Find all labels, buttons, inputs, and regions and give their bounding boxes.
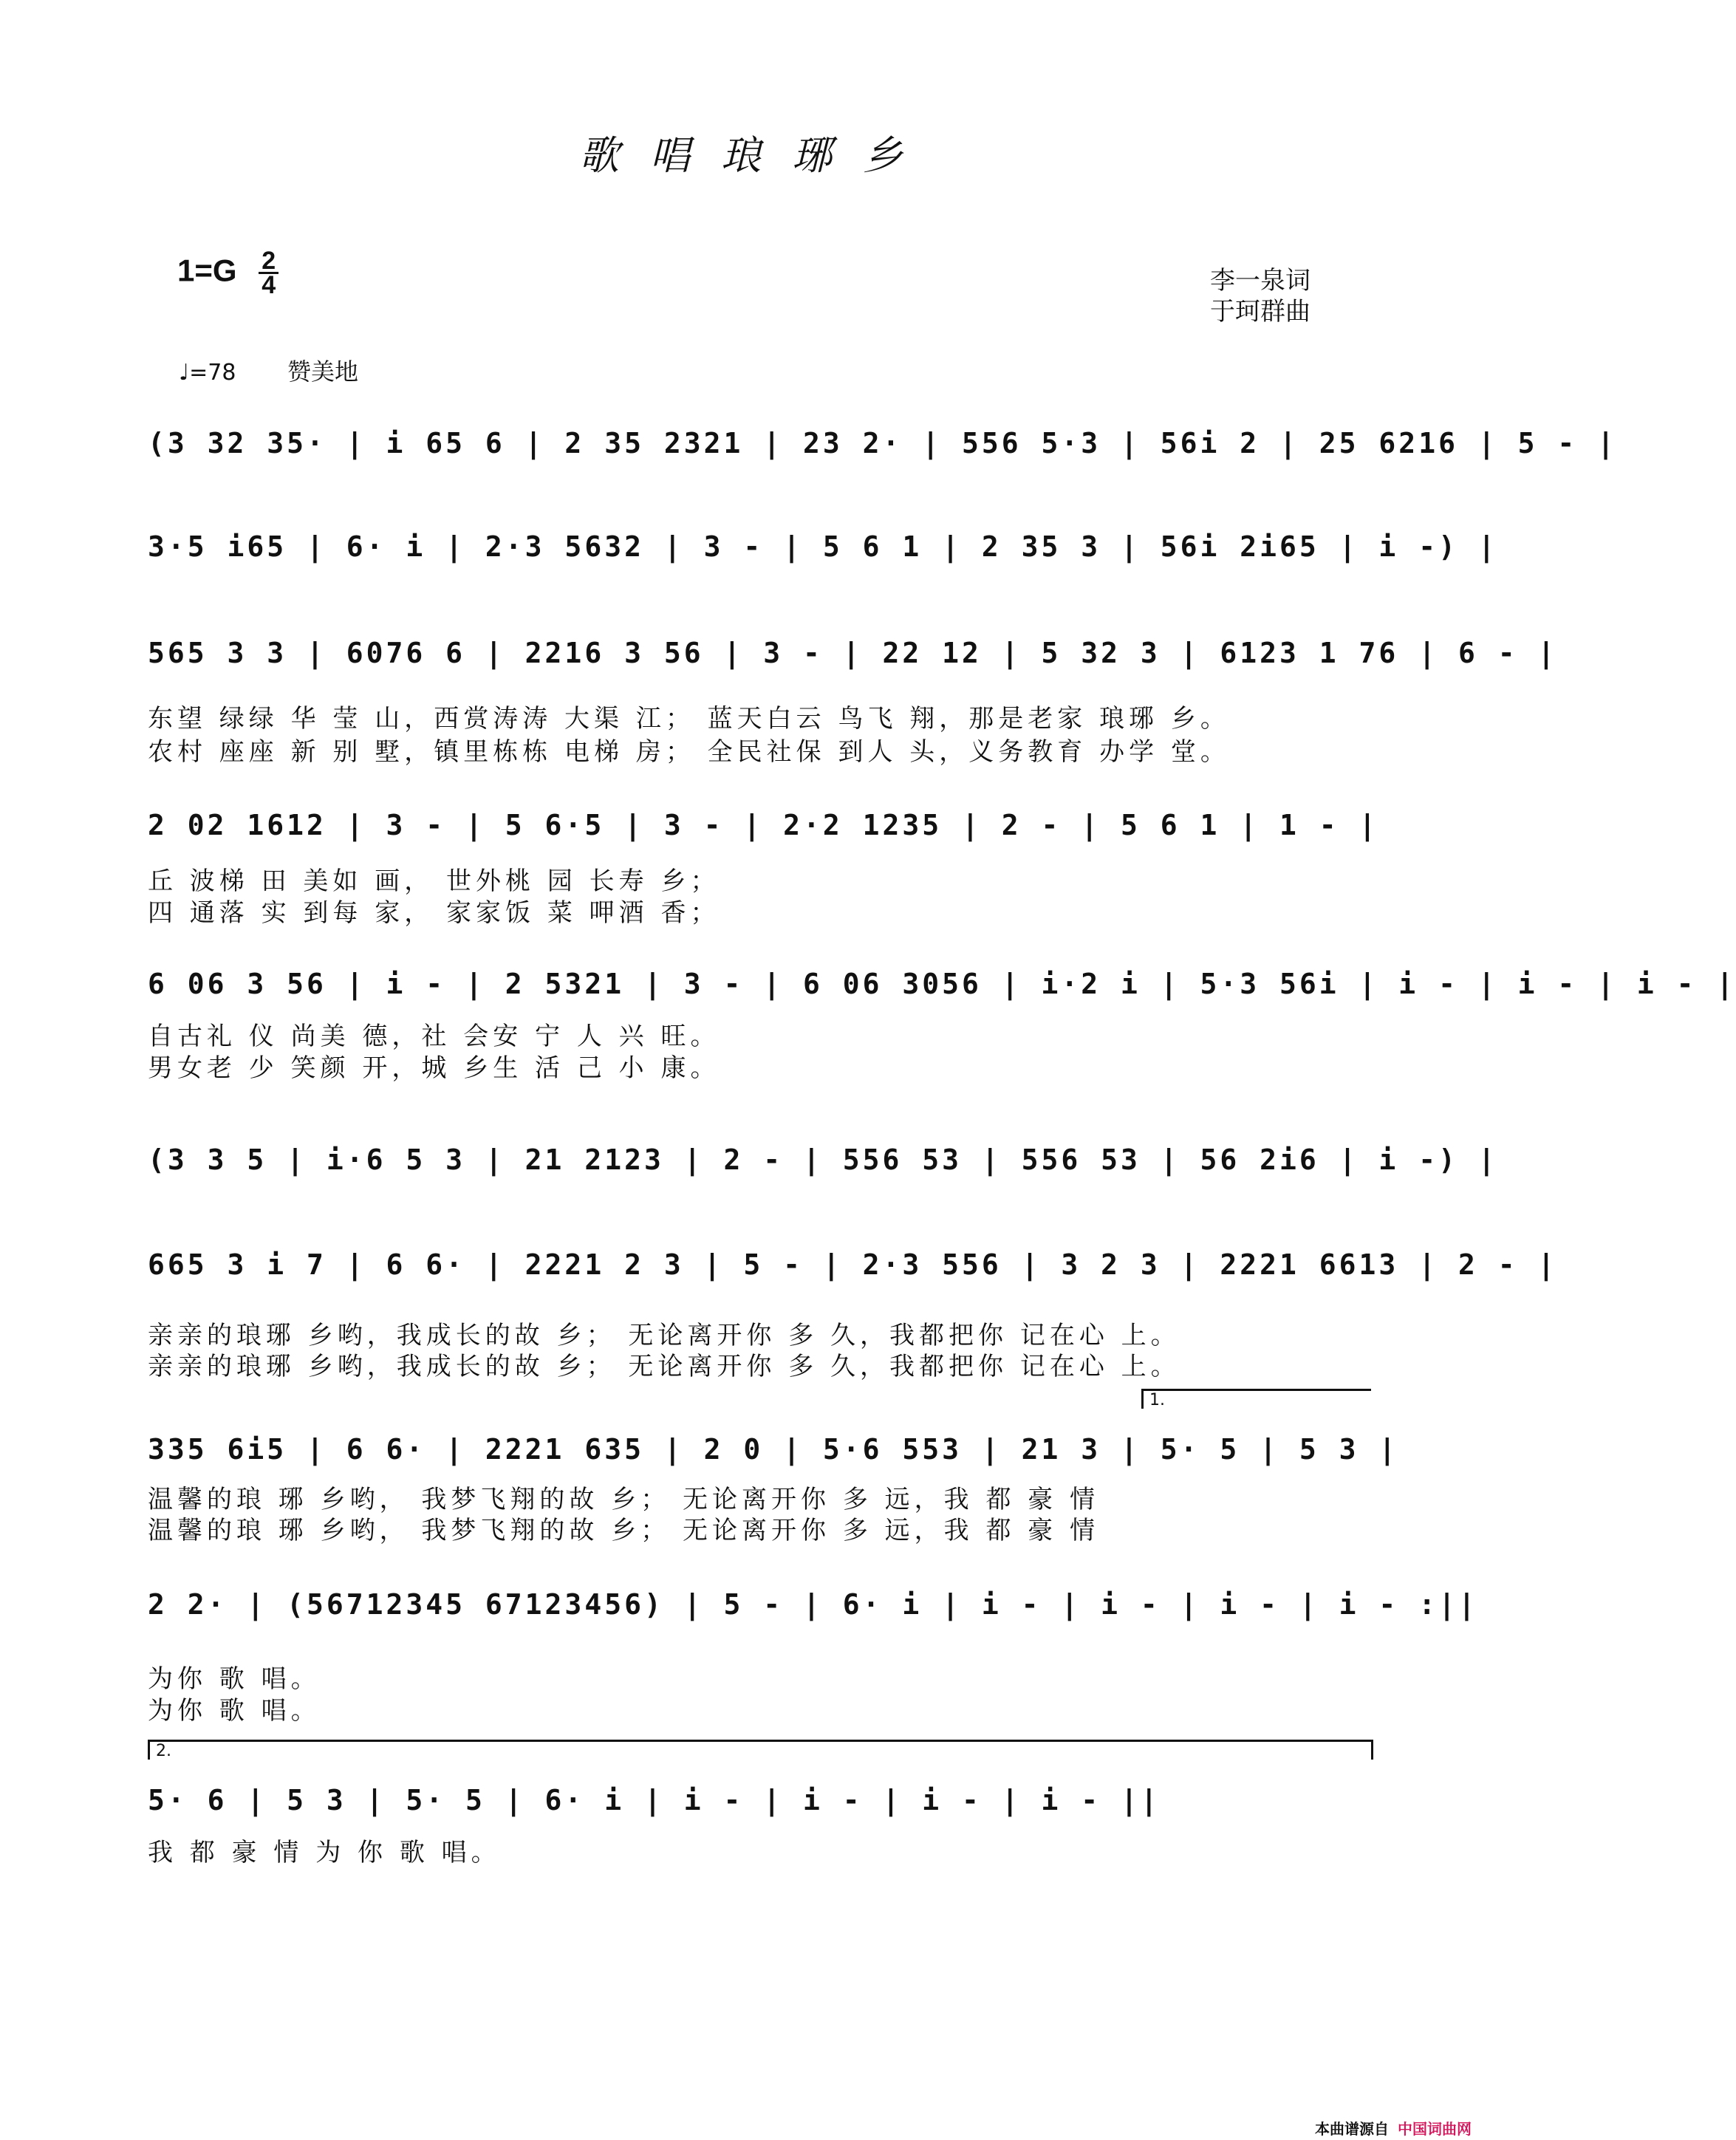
time-signature-bottom: 4 xyxy=(262,271,276,299)
lyric-line: 男女老 少 笑颜 开，城 乡生 活 己 小 康。 xyxy=(148,1053,720,1083)
notation-line-2: 3·5 i65 | 6· i | 2·3 5632 | 3 - | 5 6 1 | 2 35 3 | 56i 2i65 | i -) | xyxy=(148,530,1498,563)
lyric-line: 为你 歌 唱。 xyxy=(148,1664,321,1694)
lyric-line: 温馨的琅 琊 乡哟， 我梦飞翔的故 乡； 无论离开你 多 远，我 都 豪 情 xyxy=(148,1516,1100,1545)
key-label: 1=G xyxy=(177,253,237,288)
tempo-marking xyxy=(179,353,358,387)
lyric-line: 四 通落 实 到每 家， 家家饭 菜 呷酒 香； xyxy=(148,898,720,928)
notation-line-5: 6 06 3 56 | i - | 2 5321 | 3 - | 6 06 3056 | i·2 i | 5·3 56i | i - | i - | i - | xyxy=(148,968,1736,1000)
notation-line-8: 335 6i5 | 6 6· | 2221 635 | 2 0 | 5·6 553 | 21 3 | 5· 5 | 5 3 | xyxy=(148,1433,1399,1466)
lyric-line: 亲亲的琅琊 乡哟，我成长的故 乡； 无论离开你 多 久，我都把你 记在心 上。 xyxy=(148,1321,1180,1350)
song-title: 歌唱琅琊乡 xyxy=(579,132,934,179)
lyric-line: 为你 歌 唱。 xyxy=(148,1696,321,1726)
notation-line-9: 2 2· | (56712345 67123456) | 5 - | 6· i | i - | i - | i - | i - :|| xyxy=(148,1588,1478,1621)
time-signature-top: 2 xyxy=(259,250,278,274)
notation-line-4: 2 02 1612 | 3 - | 5 6·5 | 3 - | 2·2 1235 | 2 - | 5 6 1 | 1 - | xyxy=(148,809,1379,841)
notation-line-3: 565 3 3 | 6076 6 | 2216 3 56 | 3 - | 22 12 | 5 32 3 | 6123 1 76 | 6 - | xyxy=(148,637,1558,669)
tempo-value: ♩=78 xyxy=(179,360,236,386)
source-site-link[interactable]: 中国词曲网 xyxy=(1398,2120,1472,2138)
notation-line-6: (3 3 5 | i·6 5 3 | 21 2123 | 2 - | 556 53 | 556 53 | 56 2i6 | i -) | xyxy=(148,1144,1498,1176)
volta-second: 2. xyxy=(148,1740,1373,1760)
key-signature xyxy=(177,247,278,299)
composer-credit: 于珂群曲 xyxy=(1210,297,1310,327)
volta-first: 1. xyxy=(1141,1389,1371,1409)
notation-line-7: 665 3 i 7 | 6 6· | 2221 2 3 | 5 - | 2·3 556 | 3 2 3 | 2221 6613 | 2 - | xyxy=(148,1248,1558,1281)
lyric-line: 自古礼 仪 尚美 德，社 会安 宁 人 兴 旺。 xyxy=(148,1022,720,1051)
lyric-line: 我 都 豪 情 为 你 歌 唱。 xyxy=(148,1838,501,1867)
lyric-line: 农村 座座 新 别 墅，镇里栋栋 电梯 房； 全民社保 到人 头，义务教育 办学 堂。 xyxy=(148,737,1230,767)
lyric-line: 丘 波梯 田 美如 画， 世外桃 园 长寿 乡； xyxy=(148,866,720,896)
time-signature xyxy=(259,247,278,299)
lyric-line: 东望 绿绿 华 莹 山，西赏涛涛 大渠 江； 蓝天白云 鸟飞 翔，那是老家 琅琊 乡。 xyxy=(148,704,1230,734)
lyric-line: 亲亲的琅琊 乡哟，我成长的故 乡； 无论离开你 多 久，我都把你 记在心 上。 xyxy=(148,1352,1180,1381)
notation-line-10: 5· 6 | 5 3 | 5· 5 | 6· i | i - | i - | i - | i - || xyxy=(148,1784,1161,1816)
source-label: 本曲谱源自 xyxy=(1315,2120,1389,2138)
lyricist-credit: 李一泉词 xyxy=(1210,266,1310,295)
notation-line-1: (3 32 35· | i 65 6 | 2 35 2321 | 23 2· | 556 5·3 | 56i 2 | 25 6216 | 5 - | xyxy=(148,427,1617,459)
source-footer xyxy=(1315,2117,1472,2139)
expression-mark: 赞美地 xyxy=(287,358,359,386)
lyric-line: 温馨的琅 琊 乡哟， 我梦飞翔的故 乡； 无论离开你 多 远，我 都 豪 情 xyxy=(148,1485,1100,1514)
